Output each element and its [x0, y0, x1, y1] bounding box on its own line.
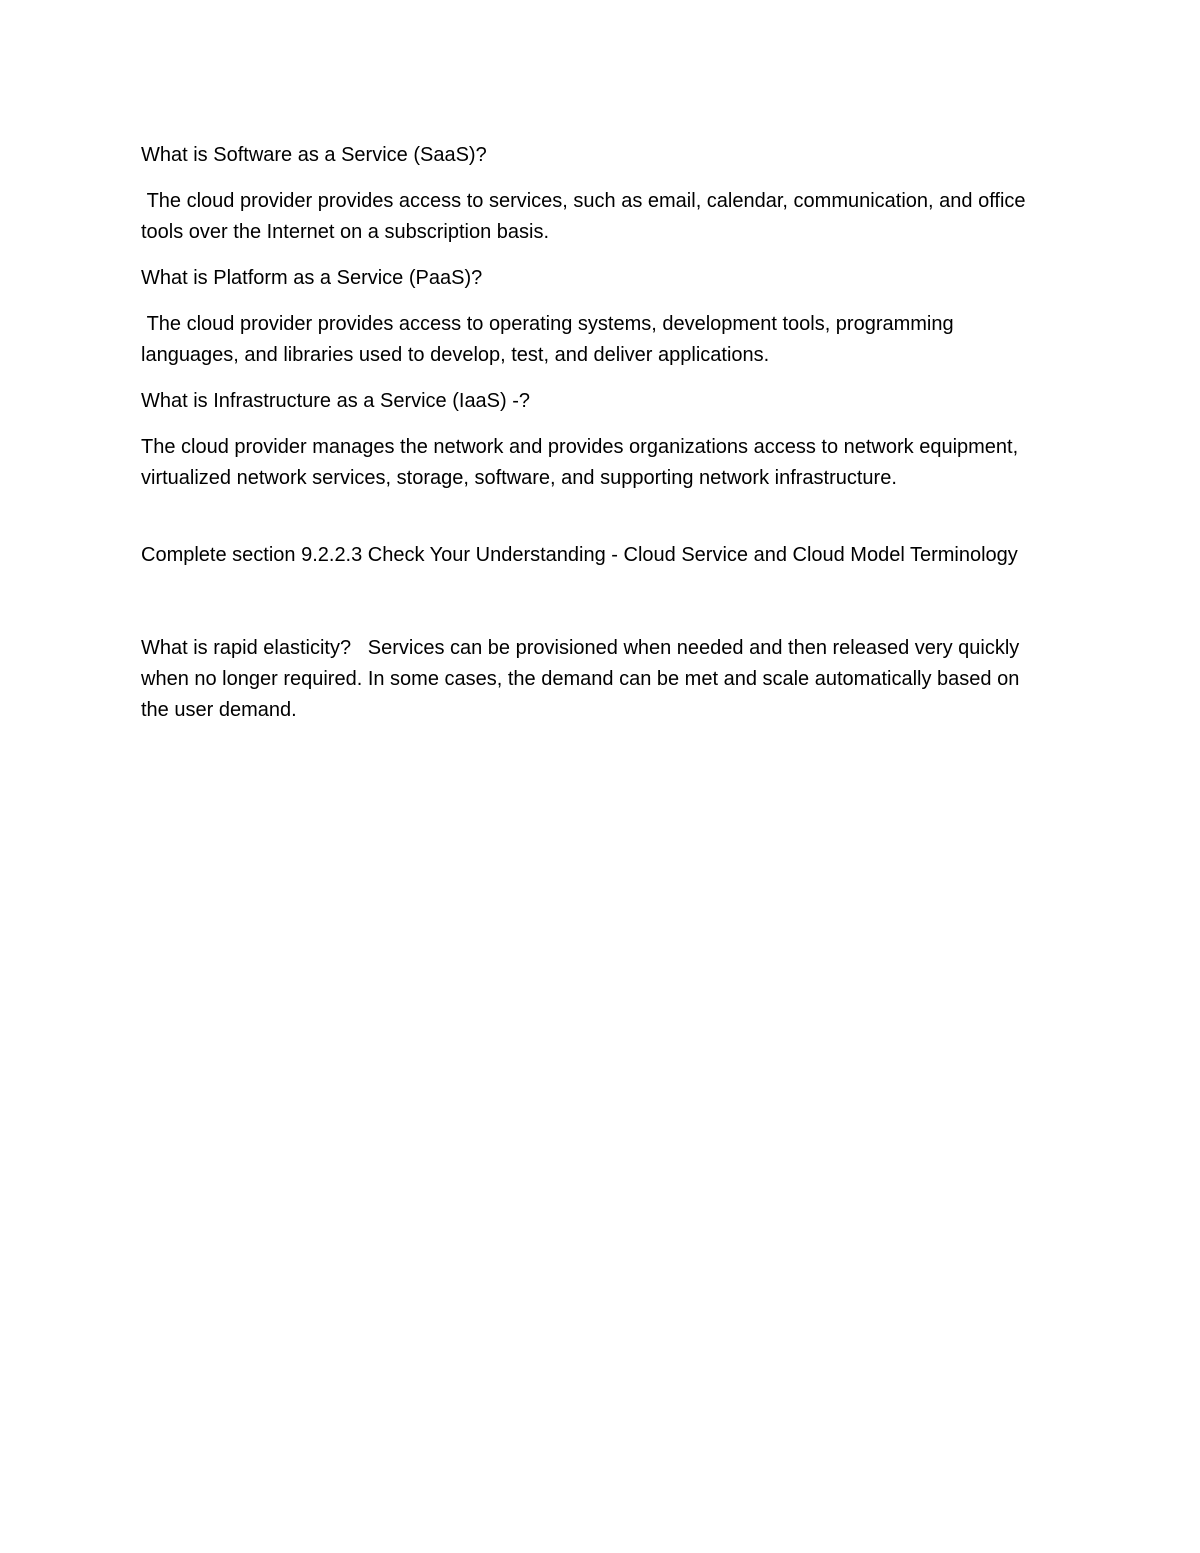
- answer-iaas: The cloud provider manages the network and provides organizations access to network equipment, virtualized network services, storage, software, and supporting network infrastructure.: [141, 436, 1024, 489]
- answer-saas: The cloud provider provides access to services, such as email, calendar, communication, and office tools over the Internet on a subscription basis.: [141, 190, 1032, 243]
- question-iaas: What is Infrastructure as a Service (IaaS) -?: [141, 390, 531, 412]
- rapid-elasticity: What is rapid elasticity? Services can be provisioned when needed and then released very quickly when no longer required. In some cases, the demand can be met and scale automatically based on the user demand.: [141, 637, 1025, 721]
- question-saas: What is Software as a Service (SaaS)?: [141, 144, 487, 166]
- answer-paas: The cloud provider provides access to operating systems, development tools, programming languages, and libraries used to develop, test, and deliver applications.: [141, 313, 960, 366]
- question-paas: What is Platform as a Service (PaaS)?: [141, 267, 483, 289]
- instruction-section: Complete section 9.2.2.3 Check Your Understanding - Cloud Service and Cloud Model Terminology: [141, 544, 1018, 566]
- document-body: [141, 140, 1041, 741]
